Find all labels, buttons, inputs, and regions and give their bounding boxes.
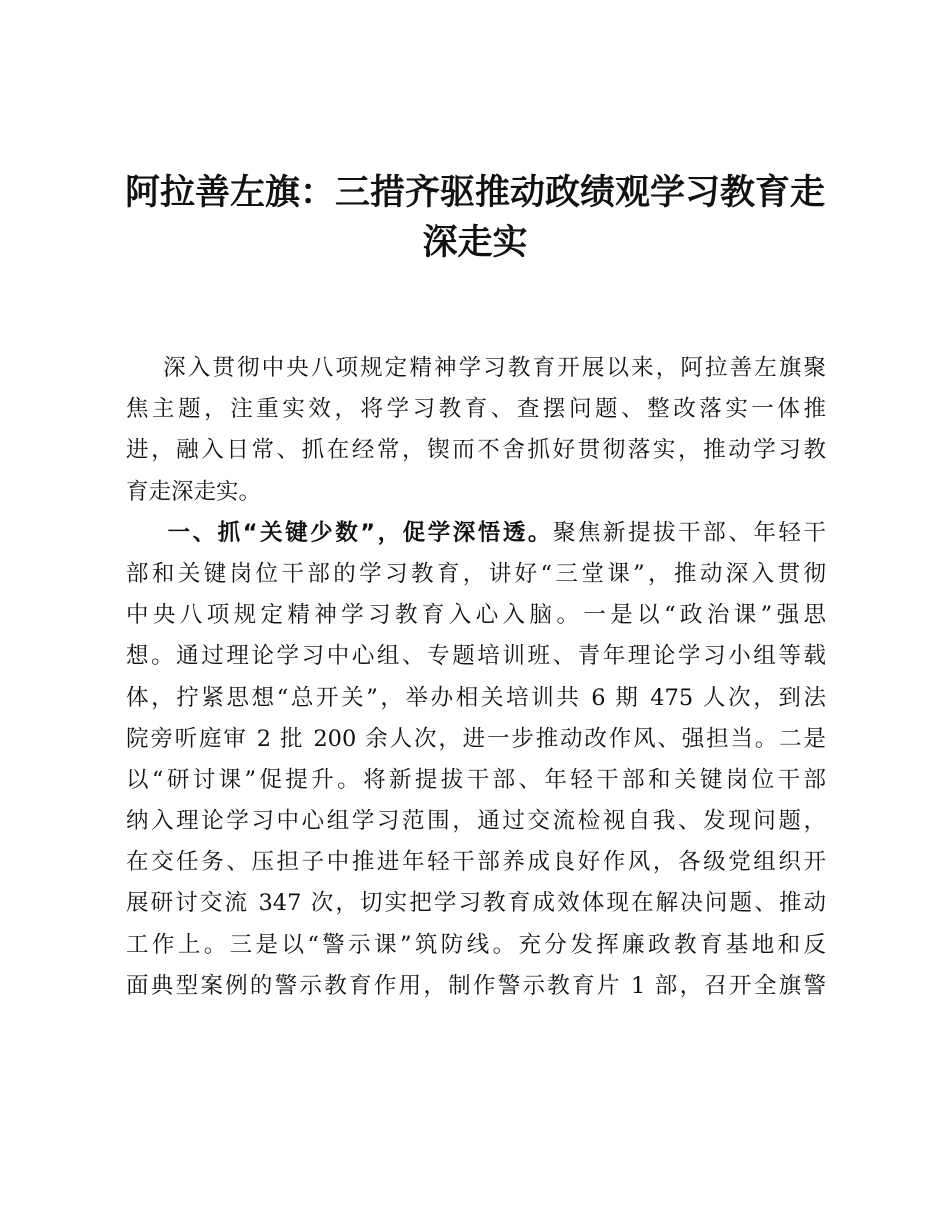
paragraph-2-line: 展研讨交流 347 次，切实把学习教育成效体现在解决问题、推动 xyxy=(126,890,826,917)
paragraph-1-line: 育走深走实。 xyxy=(126,478,262,505)
paragraph-2-line: 体，拧紧思想“总开关”，举办相关培训共 6 期 475 人次，到法 xyxy=(126,684,826,711)
paragraph-2-line: 在交任务、压担子中推进年轻干部养成良好作风，各级党组织开 xyxy=(126,849,826,876)
paragraph-2-line: 纳入理论学习中心组学习范围，通过交流检视自我、发现问题， xyxy=(126,808,826,835)
section-heading: 一、抓“关键少数”，促学深悟透。 xyxy=(126,519,553,546)
paragraph-1-line: 焦主题，注重实效，将学习教育、查摆问题、整改落实一体推 xyxy=(126,396,826,423)
paragraph-2-line: 部和关键岗位干部的学习教育，讲好“三堂课”，推动深入贯彻 xyxy=(126,560,826,587)
paragraph-2-line: 中央八项规定精神学习教育入心入脑。一是以“政治课”强思 xyxy=(126,602,826,629)
title-line-1: 阿拉善左旗：三措齐驱推动政绩观学习教育走 xyxy=(124,172,825,213)
paragraph-1-line: 进，融入日常、抓在经常，锲而不舍抓好贯彻落实，推动学习教 xyxy=(126,437,826,464)
paragraph-2-line: 面典型案例的警示教育作用，制作警示教育片 1 部，召开全旗警 xyxy=(126,972,826,999)
document-title xyxy=(120,168,830,268)
document-body xyxy=(126,348,826,1007)
paragraph-2-line: 想。通过理论学习中心组、专题培训班、青年理论学习小组等载 xyxy=(126,643,826,670)
paragraph-1-line: 深入贯彻中央八项规定精神学习教育开展以来，阿拉善左旗聚 xyxy=(126,355,826,381)
title-line-2: 深走实 xyxy=(422,222,528,263)
paragraph-2-line: 院旁听庭审 2 批 200 余人次，进一步推动改作风、强担当。二是 xyxy=(126,725,826,752)
paragraph-2-first-line xyxy=(126,513,826,554)
paragraph-2-line: 以“研讨课”促提升。将新提拔干部、年轻干部和关键岗位干部 xyxy=(126,766,826,793)
paragraph-2-first-rest: 聚焦新提拔干部、年轻干 xyxy=(552,519,826,546)
paragraph-2-line: 工作上。三是以“警示课”筑防线。充分发挥廉政教育基地和反 xyxy=(126,931,826,958)
